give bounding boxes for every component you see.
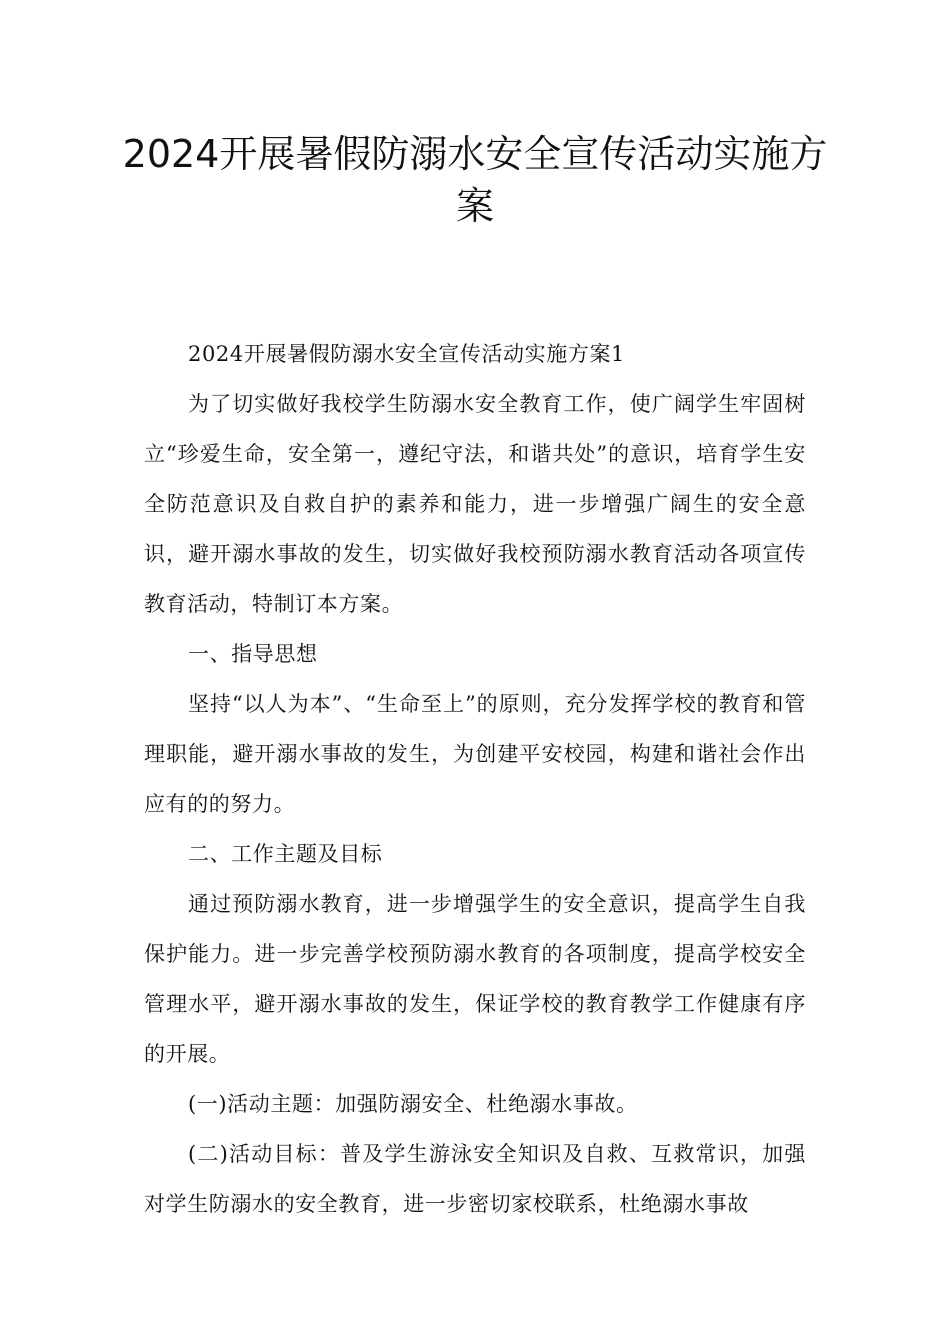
document-title: 2024开展暑假防溺水安全宣传活动实施方案	[122, 132, 828, 228]
body-paragraph: 通过预防溺水教育，进一步增强学生的安全意识，提高学生自我保护能力。进一步完善学校预防溺水教育的各项制度，提高学校安全管理水平，避开溺水事故的发生，保证学校的教育教学工作健康有序的开展。	[144, 892, 806, 1066]
body-paragraph: (一)活动主题：加强防溺安全、杜绝溺水事故。	[188, 1092, 638, 1116]
body-paragraph: 坚持“以人为本”、“生命至上”的原则，充分发挥学校的教育和管理职能，避开溺水事故的发生，为创建平安校园，构建和谐社会作出应有的的努力。	[144, 692, 806, 816]
body-paragraph: 为了切实做好我校学生防溺水安全教育工作，使广阔学生牢固树立“珍爱生命，安全第一，遵纪守法，和谐共处”的意识，培育学生安全防范意识及自救自护的素养和能力，进一步增强广阔生的安全意识，避开溺水事故的发生，切实做好我校预防溺水教育活动各项宣传教育活动，特制订本方案。	[144, 392, 806, 616]
body-paragraph: (二)活动目标：普及学生游泳安全知识及自救、互救常识，加强对学生防溺水的安全教育，进一步密切家校联系，杜绝溺水事故	[144, 1142, 806, 1216]
section-heading: 一、指导思想	[188, 642, 318, 666]
document-body	[144, 329, 806, 1229]
section-heading: 二、工作主题及目标	[188, 842, 383, 866]
section-heading: 2024开展暑假防溺水安全宣传活动实施方案1	[188, 342, 626, 366]
